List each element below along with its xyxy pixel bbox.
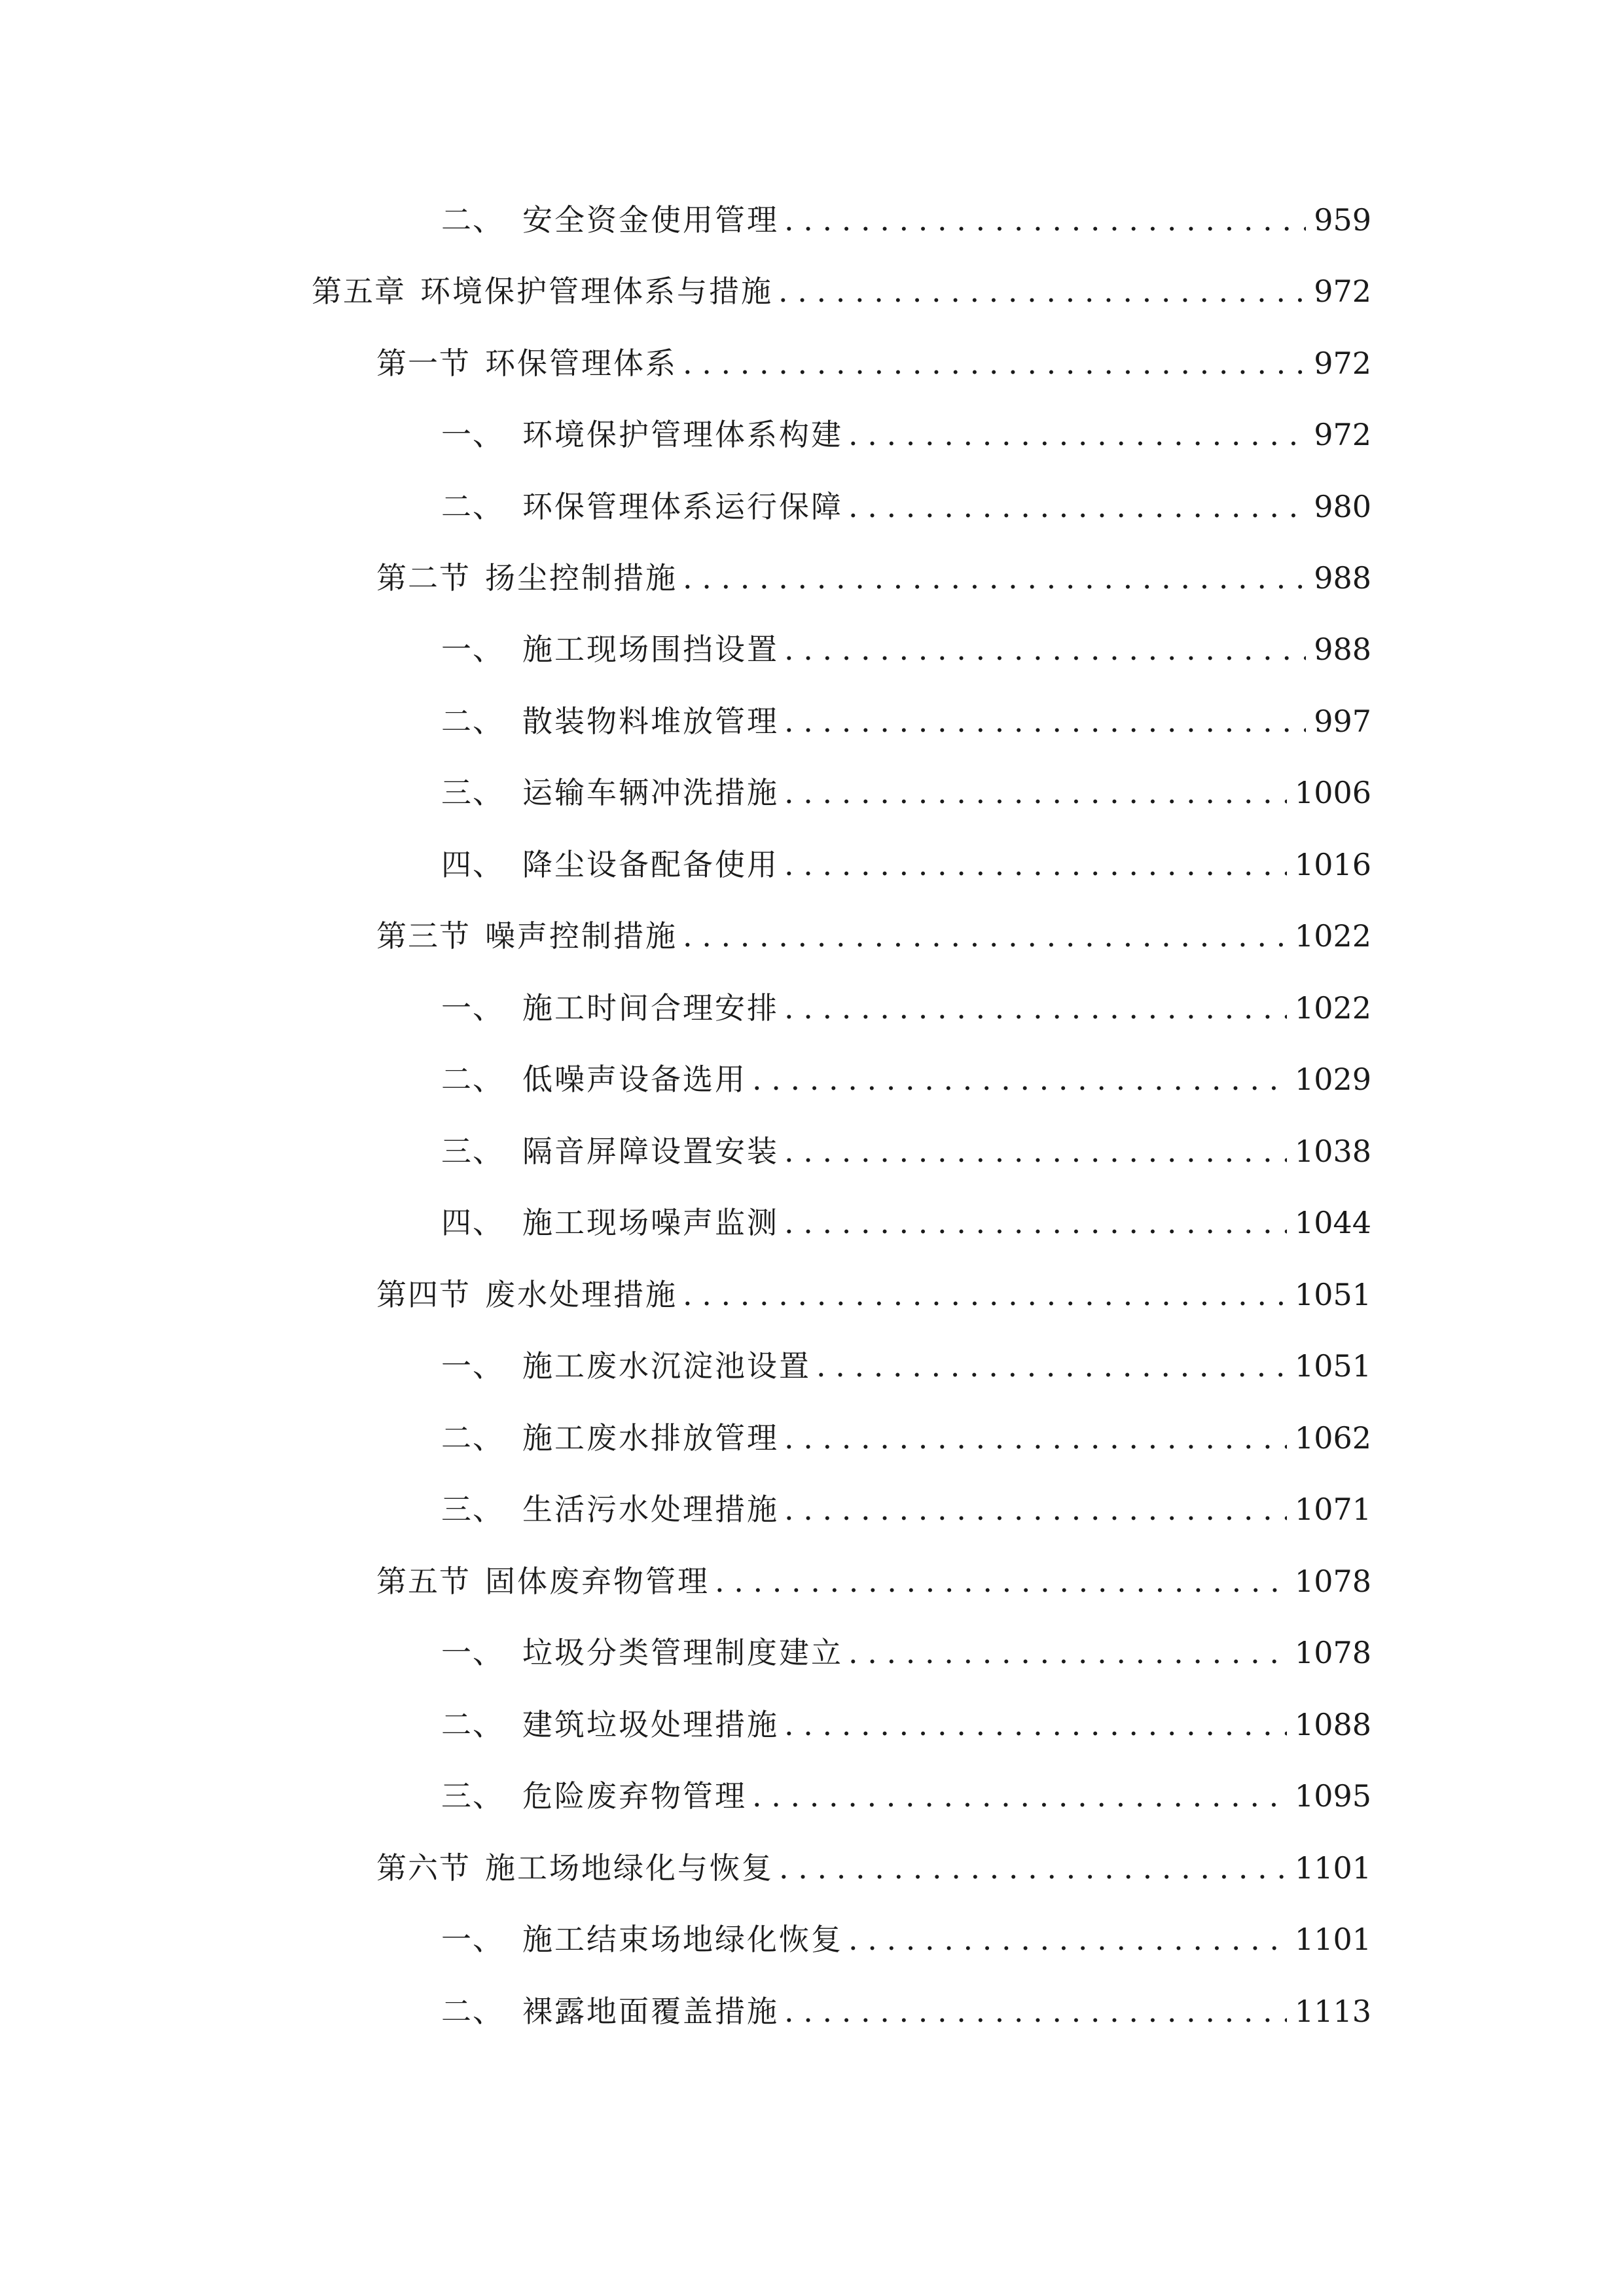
toc-entry[interactable] <box>441 1340 1371 1392</box>
toc-entry-number: 二、 <box>441 1420 504 1456</box>
toc-entry-title: 环保管理体系 <box>485 346 677 381</box>
toc-entry-number: 第二节 <box>376 560 471 596</box>
toc-entry-title: 施工时间合理安排 <box>522 990 779 1026</box>
toc-entry-number: 一、 <box>441 417 504 452</box>
toc-entry-title: 固体废弃物管理 <box>485 1564 710 1599</box>
toc-entry-title: 噪声控制措施 <box>485 918 677 954</box>
toc-entry[interactable] <box>441 766 1371 819</box>
dot-leader <box>784 1125 1287 1177</box>
dot-leader <box>752 1053 1287 1105</box>
toc-entry-page: 1078 <box>1294 1564 1371 1599</box>
dot-leader <box>784 1196 1287 1249</box>
dot-leader <box>848 480 1306 533</box>
toc-entry-number: 二、 <box>441 489 504 524</box>
toc-entry-page: 988 <box>1314 632 1371 667</box>
dot-leader <box>784 982 1287 1034</box>
toc-entry-page: 1088 <box>1294 1707 1371 1742</box>
toc-entry-number: 一、 <box>441 1922 504 1957</box>
toc-entry-title: 环境保护管理体系与措施 <box>420 274 773 309</box>
toc-entry[interactable] <box>441 982 1371 1034</box>
dot-leader <box>683 1268 1287 1321</box>
toc-entry-page: 1113 <box>1294 1994 1371 2029</box>
toc-entry-title: 裸露地面覆盖措施 <box>522 1994 779 2029</box>
dot-leader <box>683 910 1287 962</box>
toc-entry-number: 一、 <box>441 1635 504 1670</box>
toc-entry-page: 980 <box>1314 489 1371 524</box>
dot-leader <box>752 1770 1287 1822</box>
dot-leader <box>784 766 1287 819</box>
toc-entry[interactable] <box>441 1125 1371 1177</box>
toc-entry-section[interactable] <box>376 910 1371 962</box>
toc-entry[interactable] <box>441 838 1371 891</box>
dot-leader <box>683 552 1306 604</box>
toc-entry-number: 第六节 <box>376 1850 471 1886</box>
toc-entry[interactable] <box>441 1196 1371 1249</box>
toc-entry-title: 散装物料堆放管理 <box>522 704 779 739</box>
toc-entry-page: 1101 <box>1294 1922 1371 1957</box>
toc-entry-page: 1038 <box>1294 1134 1371 1169</box>
toc-entry-number: 三、 <box>441 775 504 810</box>
toc-entry-page: 1095 <box>1294 1778 1371 1814</box>
dot-leader <box>848 1913 1287 1965</box>
toc-entry-title: 环境保护管理体系构建 <box>522 417 843 452</box>
toc-entry[interactable] <box>441 480 1371 533</box>
toc-entry-page: 1022 <box>1294 990 1371 1026</box>
toc-entry[interactable] <box>441 1053 1371 1105</box>
toc-entry-title: 环保管理体系运行保障 <box>522 489 843 524</box>
toc-entry-number: 二、 <box>441 202 504 238</box>
toc-entry-number: 一、 <box>441 632 504 667</box>
toc-entry-number: 第五章 <box>312 274 406 309</box>
toc-entry-section[interactable] <box>376 337 1371 389</box>
dot-leader <box>683 337 1306 389</box>
toc-entry-title: 施工场地绿化与恢复 <box>485 1850 774 1886</box>
toc-entry[interactable] <box>441 1626 1371 1679</box>
toc-entry[interactable] <box>441 1985 1371 2037</box>
dot-leader <box>778 265 1306 317</box>
toc-entry-number: 第五节 <box>376 1564 471 1599</box>
dot-leader <box>784 623 1306 675</box>
toc-entry-number: 一、 <box>441 1348 504 1384</box>
toc-entry-page: 1022 <box>1294 918 1371 954</box>
toc-entry-title: 施工废水排放管理 <box>522 1420 779 1456</box>
toc-entry-number: 第四节 <box>376 1277 471 1312</box>
toc-entry-title: 危险废弃物管理 <box>522 1778 747 1814</box>
toc-entry-title: 扬尘控制措施 <box>485 560 677 596</box>
toc-entry-page: 1071 <box>1294 1492 1371 1527</box>
toc-entry-page: 972 <box>1314 417 1371 452</box>
dot-leader <box>784 838 1287 891</box>
toc-entry-title: 运输车辆冲洗措施 <box>522 775 779 810</box>
toc-entry-page: 972 <box>1314 346 1371 381</box>
toc-entry-title: 隔音屏障设置安装 <box>522 1134 779 1169</box>
toc-entry[interactable] <box>441 1770 1371 1822</box>
toc-entry-number: 一、 <box>441 990 504 1026</box>
toc-entry-number: 第一节 <box>376 346 471 381</box>
toc-entry-page: 972 <box>1314 274 1371 309</box>
toc-entry-page: 1006 <box>1294 775 1371 810</box>
dot-leader <box>779 1842 1287 1894</box>
toc-entry[interactable] <box>441 1913 1371 1965</box>
toc-entry-title: 降尘设备配备使用 <box>522 847 779 882</box>
toc-entry-number: 三、 <box>441 1134 504 1169</box>
toc-entry[interactable] <box>441 1483 1371 1535</box>
toc-entry[interactable] <box>441 623 1371 675</box>
toc-entry[interactable] <box>441 695 1371 747</box>
toc-entry[interactable] <box>441 1698 1371 1751</box>
toc-entry-title: 垃圾分类管理制度建立 <box>522 1635 843 1670</box>
toc-entry-number: 二、 <box>441 704 504 739</box>
toc-entry-page: 1062 <box>1294 1420 1371 1456</box>
toc-entry-page: 1016 <box>1294 847 1371 882</box>
toc-entry-section[interactable] <box>376 1842 1371 1894</box>
toc-entry[interactable] <box>441 408 1371 461</box>
toc-entry-number: 第三节 <box>376 918 471 954</box>
toc-entry-section[interactable] <box>376 552 1371 604</box>
toc-entry-number: 四、 <box>441 1205 504 1240</box>
toc-entry-title: 废水处理措施 <box>485 1277 677 1312</box>
dot-leader <box>784 1985 1287 2037</box>
toc-entry-title: 施工现场围挡设置 <box>522 632 779 667</box>
dot-leader <box>784 1698 1287 1751</box>
dot-leader <box>848 408 1306 461</box>
toc-entry-title: 建筑垃圾处理措施 <box>522 1707 779 1742</box>
toc-entry-page: 959 <box>1314 202 1371 238</box>
toc-entry-page: 1078 <box>1294 1635 1371 1670</box>
toc-entry-section[interactable] <box>376 1268 1371 1321</box>
toc-entry-section[interactable] <box>376 1555 1371 1607</box>
toc-entry-number: 二、 <box>441 1707 504 1742</box>
toc-entry-title: 低噪声设备选用 <box>522 1062 747 1097</box>
toc-entry-number: 四、 <box>441 847 504 882</box>
toc-entry-page: 1051 <box>1294 1277 1371 1312</box>
toc-entry-page: 1051 <box>1294 1348 1371 1384</box>
toc-entry-page: 1029 <box>1294 1062 1371 1097</box>
dot-leader <box>715 1555 1287 1607</box>
toc-entry-page: 1101 <box>1294 1850 1371 1886</box>
toc-entry-title: 生活污水处理措施 <box>522 1492 779 1527</box>
dot-leader <box>784 194 1306 246</box>
dot-leader <box>784 695 1306 747</box>
toc-entry[interactable] <box>441 1412 1371 1464</box>
toc-entry-chapter[interactable] <box>312 265 1371 317</box>
toc-entry-number: 三、 <box>441 1778 504 1814</box>
dot-leader <box>784 1412 1287 1464</box>
toc-entry-page: 988 <box>1314 560 1371 596</box>
toc-entry-title: 施工废水沉淀池设置 <box>522 1348 811 1384</box>
toc-entry-page: 1044 <box>1294 1205 1371 1240</box>
toc-entry[interactable] <box>441 194 1371 246</box>
toc-entry-title: 施工结束场地绿化恢复 <box>522 1922 843 1957</box>
toc-entry-number: 三、 <box>441 1492 504 1527</box>
toc-entry-title: 安全资金使用管理 <box>522 202 779 238</box>
toc-entry-title: 施工现场噪声监测 <box>522 1205 779 1240</box>
toc-entry-number: 二、 <box>441 1062 504 1097</box>
toc-entry-number: 二、 <box>441 1994 504 2029</box>
dot-leader <box>784 1483 1287 1535</box>
dot-leader <box>816 1340 1287 1392</box>
toc-entry-page: 997 <box>1314 704 1371 739</box>
dot-leader <box>848 1626 1287 1679</box>
